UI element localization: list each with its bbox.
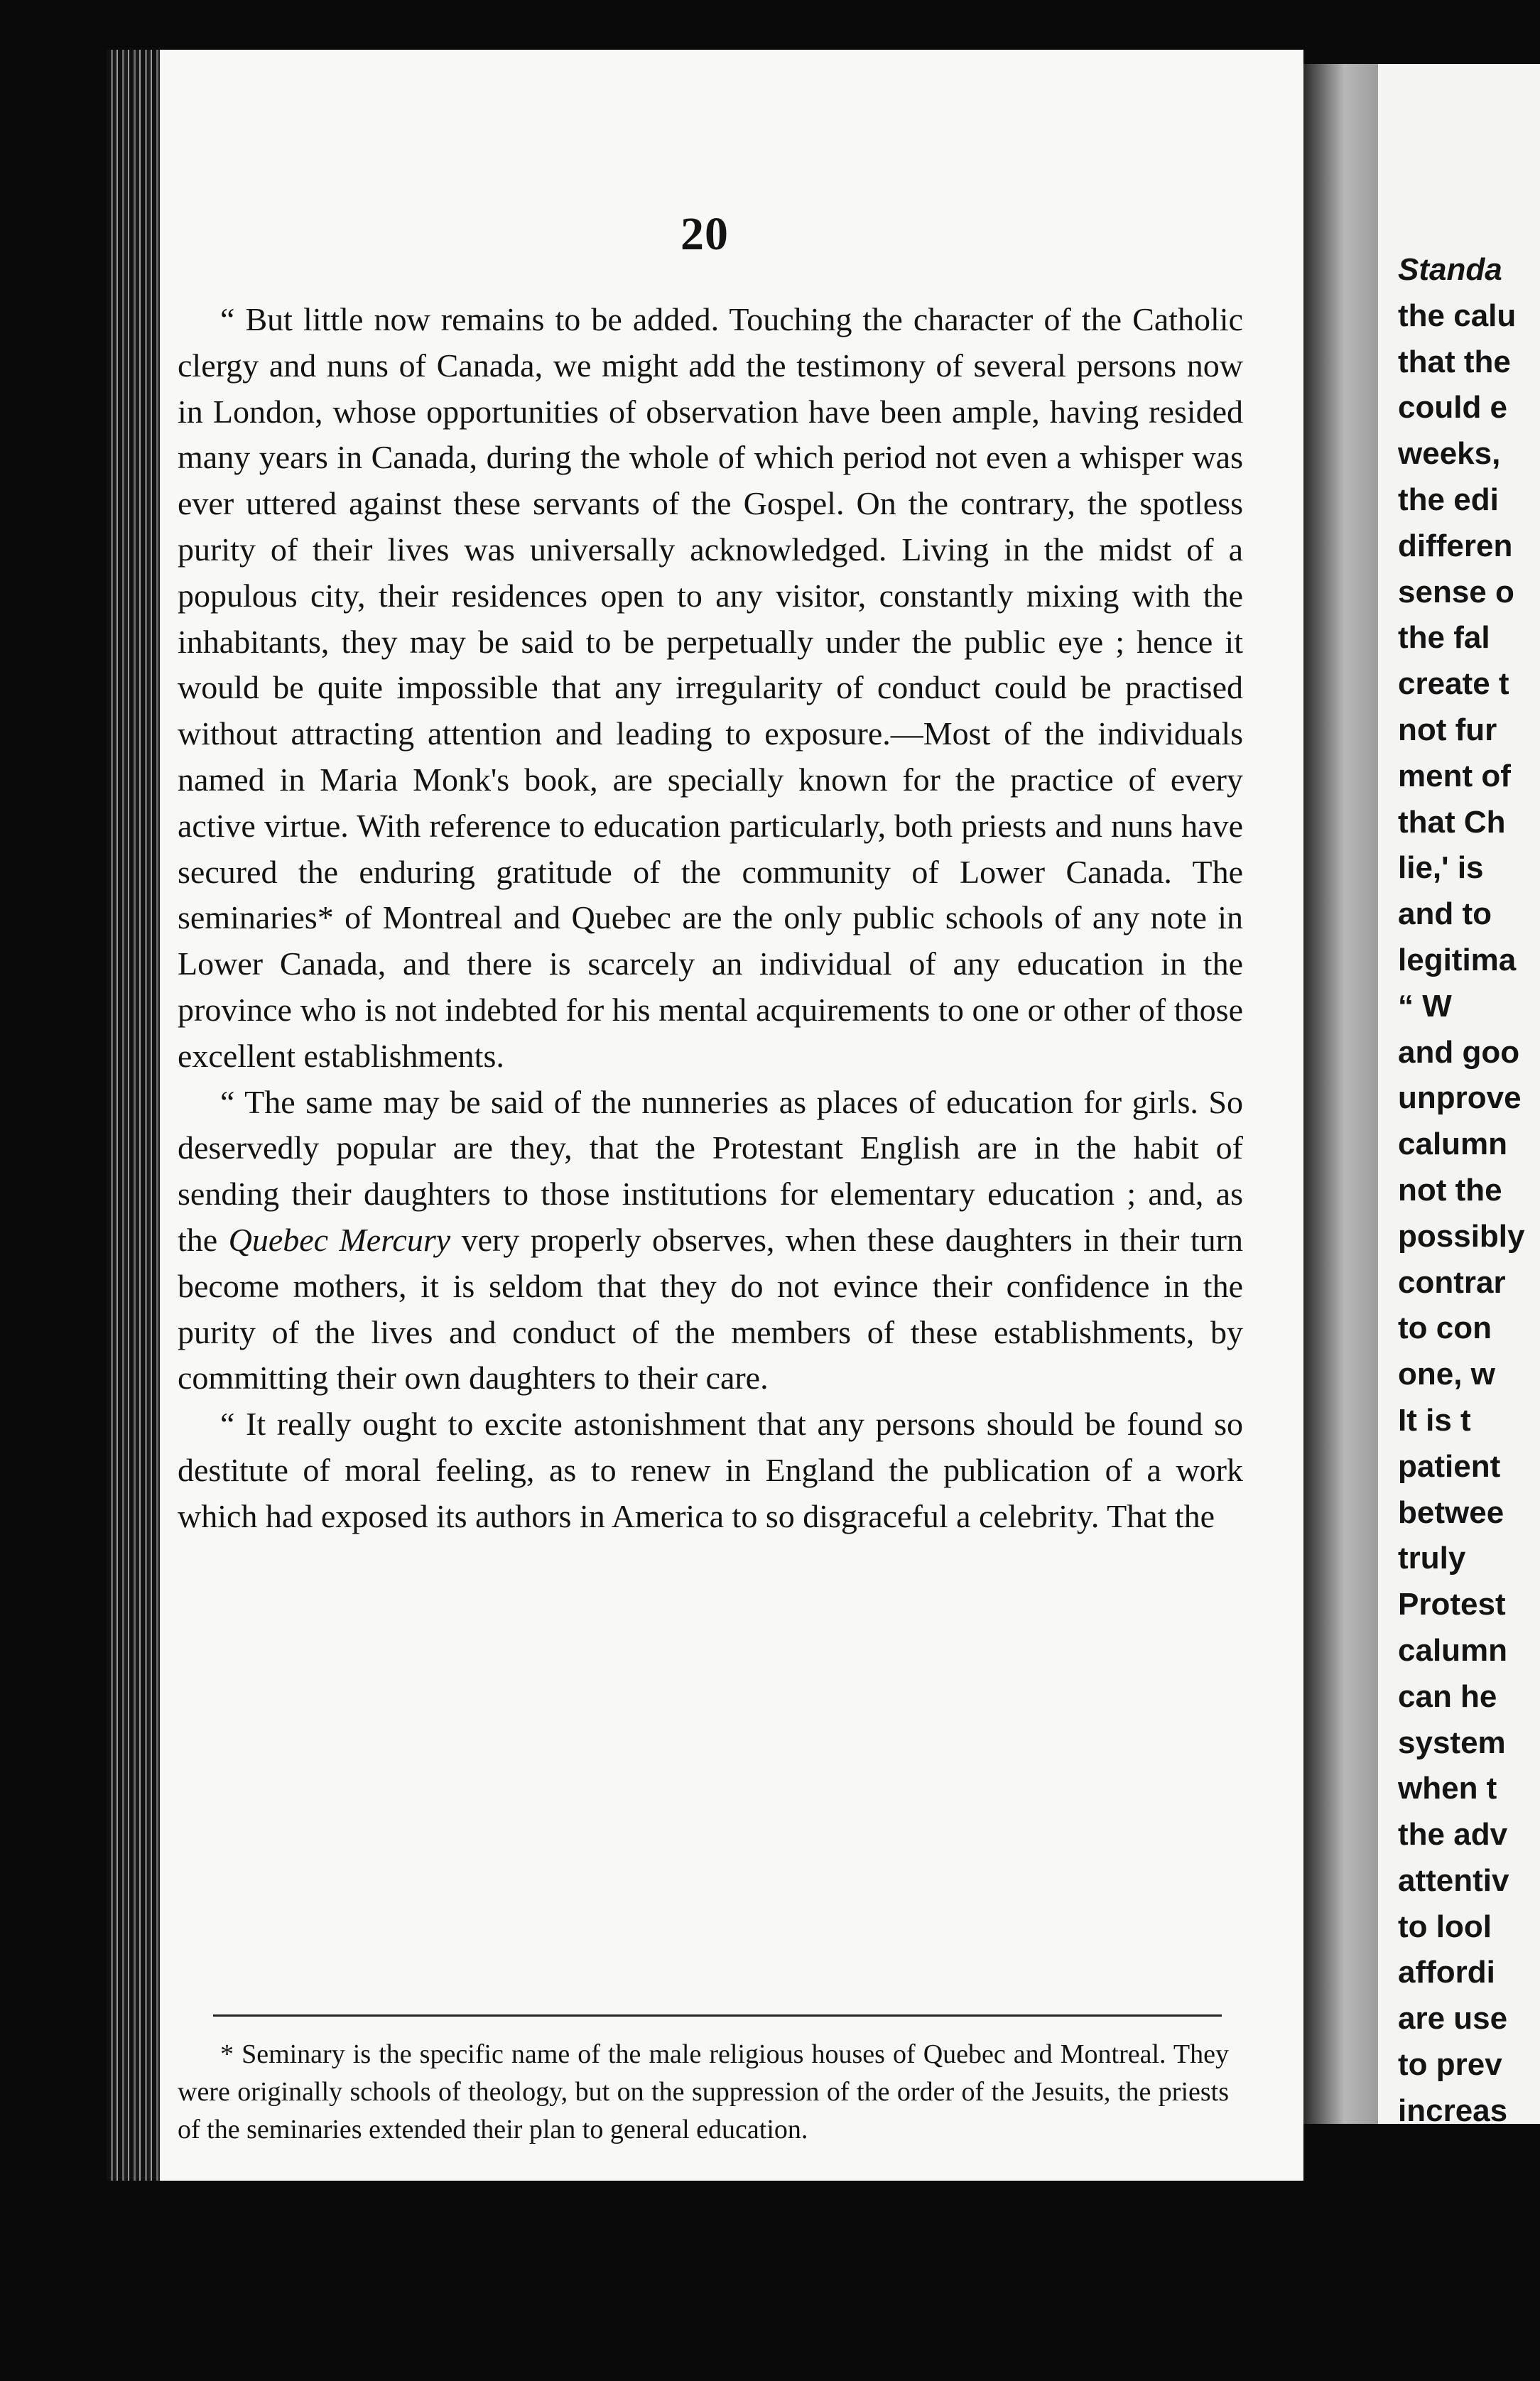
adjacent-page-line: the edi — [1398, 482, 1499, 517]
adjacent-page-line: patient — [1398, 1448, 1501, 1484]
adjacent-page-line: unprove — [1398, 1080, 1522, 1116]
adjacent-page-line: calumn — [1398, 1127, 1508, 1162]
adjacent-page-line: possibly — [1398, 1218, 1525, 1254]
page-body — [178, 297, 1243, 1540]
adjacent-page-line: betwee — [1398, 1495, 1504, 1530]
adjacent-page-line: legitima — [1398, 942, 1517, 977]
adjacent-page-line: that the — [1398, 344, 1511, 379]
adjacent-page-line: and goo — [1398, 1034, 1520, 1070]
adjacent-page-line: calumn — [1398, 1632, 1508, 1668]
adjacent-page-line: truly — [1398, 1541, 1466, 1576]
adjacent-page-line: could e — [1398, 390, 1508, 425]
adjacent-page-line: are use — [1398, 2001, 1508, 2036]
paragraph-2-text: “ The same may be said of the nunneries as places of education for girls. So deservedly popular are they, that the Protestant English are in the habit of sending their daughters to those institutions for elementary education ; and, as the — [178, 1083, 1243, 1258]
adjacent-page-line: “ W — [1398, 988, 1452, 1024]
adjacent-page-line: to prev — [1398, 2047, 1502, 2083]
paragraph-2-text-end: very properly observes, when these daughters in their turn become mothers, it is seldom that they do not evince their confidence in the purity of the lives and conduct of the members of these establishments, by committing their own daughters to their care. — [178, 1221, 1243, 1396]
footnote-rule — [213, 2014, 1222, 2017]
adjacent-page-line: the adv — [1398, 1817, 1508, 1853]
adjacent-page-line: sense o — [1398, 574, 1514, 609]
adjacent-page-line: differen — [1398, 528, 1513, 563]
adjacent-page-line: weeks, — [1398, 436, 1501, 472]
adjacent-page-line: the fal — [1398, 620, 1490, 656]
adjacent-page-line: not the — [1398, 1172, 1502, 1208]
paragraph-3: “ It really ought to excite astonishment that any persons should be found so destitute of moral feeling, as to renew in England the publication of a work which had exposed its authors in America to so disgraceful a celebrity. That the — [178, 1406, 1243, 1534]
adjacent-page-line: It is t — [1398, 1402, 1471, 1438]
adjacent-page-line: affordi — [1398, 1955, 1495, 1990]
adjacent-page-line: Protest — [1398, 1587, 1506, 1622]
page-number: 20 — [680, 208, 729, 260]
adjacent-page-line: ment of — [1398, 758, 1511, 793]
adjacent-page-line: to lool — [1398, 1909, 1492, 1944]
adjacent-page-line: create t — [1398, 666, 1509, 702]
adjacent-page-line: that Ch — [1398, 804, 1506, 840]
adjacent-page-line: the calu — [1398, 298, 1517, 333]
adjacent-page-text — [1398, 247, 1540, 2124]
adjacent-page-line: contrar — [1398, 1264, 1506, 1300]
adjacent-page-line: Standa — [1398, 252, 1502, 287]
adjacent-page-line: lie,' is — [1398, 850, 1484, 886]
adjacent-page — [1378, 64, 1540, 2124]
adjacent-page-line: to con — [1398, 1311, 1492, 1346]
newspaper-title: Quebec Mercury — [228, 1221, 451, 1258]
adjacent-page-line: increas — [1398, 2093, 1508, 2124]
adjacent-page-line: and to — [1398, 896, 1492, 932]
page-gutter-shadow — [1303, 64, 1378, 2124]
footnote: * Seminary is the specific name of the male religious houses of Quebec and Montreal. They were originally schools of theology, but on the suppression of the order of the Jesuits, the priests of the seminaries extended their plan to general education. — [178, 2039, 1229, 2144]
paragraph-2 — [178, 1080, 1243, 1402]
paragraph-1: “ But little now remains to be added. Touching the character of the Catholic clergy and nuns of Canada, we might add the testimony of several persons now in London, whose opportunities of observation have been ample, having resided many years in Canada, during the whole of which period not even a whisper was ever uttered against these servants of the Gospel. On the contrary, the spotless purity of their lives was universally acknowledged. Living in the midst of a populous city, their residences open to any visitor, constantly mixing with the inhabitants, they may be said to be perpetually under the public eye ; hence it would be quite impossible that any irregularity of conduct could be practised without attracting attention and leading to exposure.—Most of the individuals named in Maria Monk's book, are specially known for the practice of every active virtue. With reference to education particularly, both priests and nuns have secured the enduring gratitude of the community of Lower Canada. The seminaries* of Montreal and Quebec are the only public schools of any note in Lower Canada, and there is scarcely an individual of any education in the province who is not indebted for his mental acquirements to one or other of those excellent establishments. — [178, 301, 1243, 1074]
adjacent-page-line: not fur — [1398, 712, 1497, 747]
adjacent-page-line: one, w — [1398, 1357, 1495, 1392]
adjacent-page-line: when t — [1398, 1771, 1497, 1806]
adjacent-page-line: attentiv — [1398, 1862, 1509, 1898]
adjacent-page-line: system — [1398, 1725, 1506, 1760]
adjacent-page-line: can he — [1398, 1678, 1497, 1714]
